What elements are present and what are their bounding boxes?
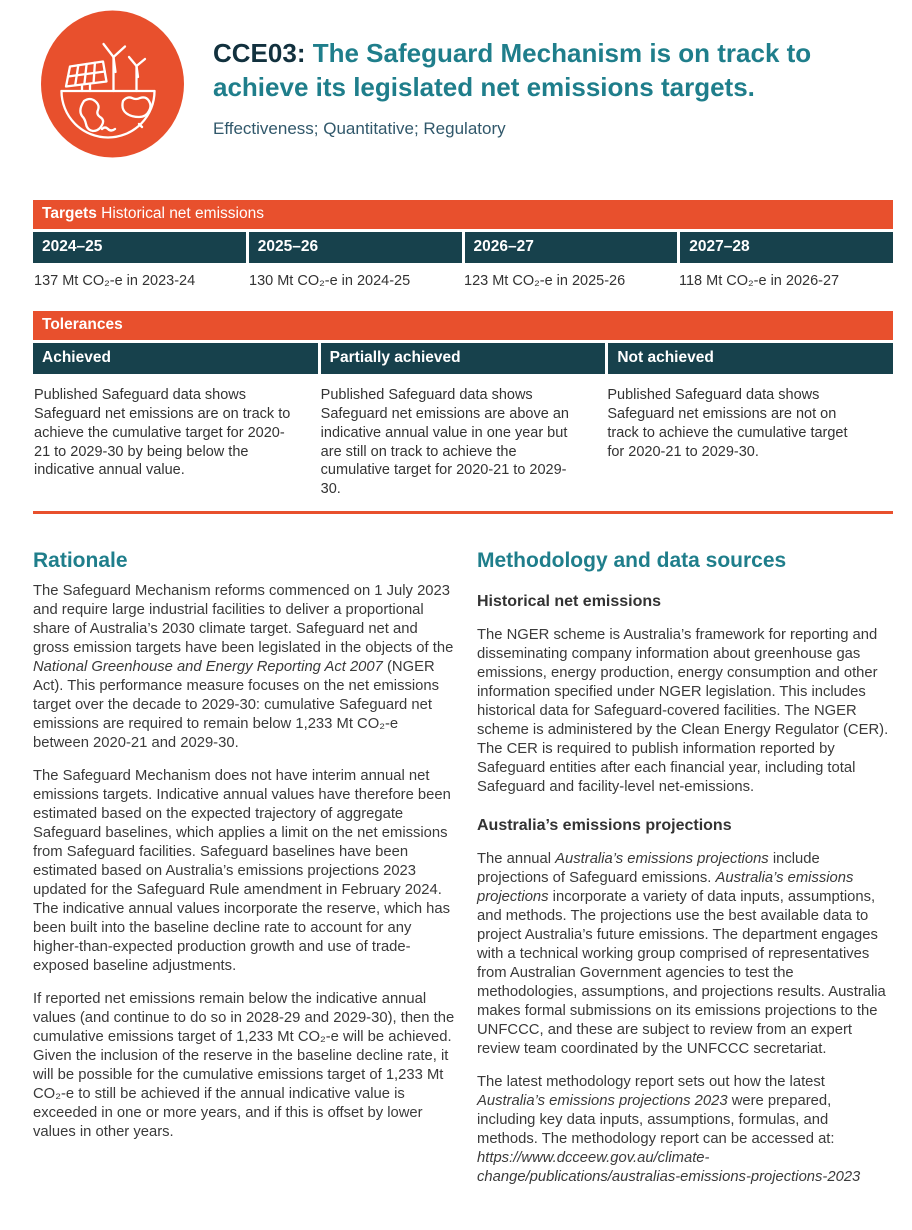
tolerance-description: Published Safeguard data shows Safeguard net emissions are not on track to achieve the cumulative target for 2020-21 to 2029-30. — [607, 387, 848, 460]
measure-title: The Safeguard Mechanism is on track to achieve its legislated net emissions targets. — [213, 38, 812, 103]
tolerances-body-row — [33, 374, 893, 499]
italic-text-run: Australia’s emissions projections 2023 — [477, 1093, 728, 1109]
text-run: The annual — [477, 851, 556, 867]
targets-header-subtitle: Historical net emissions — [96, 205, 264, 222]
text-run: The NGER scheme is Australia’s framework for reporting and disseminating company information about greenhouse gas emissions, energy production, energy consumption and other information specified under NGER legislation. This includes historical data for Safeguard-covered facilities. The NGER scheme is administered by the Clean Energy Regulator (CER). The CER is required to publish information reported by Safeguard entities after each financial year, including total Safeguard and facility-level net-emissions. — [477, 627, 889, 795]
methodology-paragraph — [477, 1073, 891, 1187]
earth-renewables-icon — [40, 9, 185, 159]
targets-year-header: 2027–28 — [680, 232, 893, 263]
measure-tags: Effectiveness; Quantitative; Regulatory — [213, 118, 506, 138]
methodology-paragraph — [477, 850, 891, 1059]
historical-net-emissions-subheading: Historical net emissions — [477, 593, 662, 610]
targets-year-row — [33, 232, 893, 263]
tolerance-level-header: Not achieved — [608, 343, 893, 374]
targets-value: 130 Mt CO₂-e in 2024-25 — [249, 273, 411, 289]
tolerances-header-bar — [33, 311, 893, 340]
rationale-paragraph — [33, 582, 455, 753]
methodology-section — [477, 549, 891, 1201]
text-run: The Safeguard Mechanism reforms commenced on 1 July 2023 and require large industrial facilities to deliver a proportional share of Australia’s 2030 climate target. Safeguard net and gross emission targets have been legislated in the objects of the — [33, 583, 454, 656]
tolerance-level-header: Partially achieved — [321, 343, 606, 374]
italic-text-run: Australia’s emissions projections — [477, 870, 854, 905]
text-run: incorporate a variety of data inputs, assumptions, and methods. The projections use the best available data to project Australia’s future emissions. The department engages with a technical working group comprised of representatives from Australian Government agencies to test the methodologies, assumptions, and projections results. Australia makes formal submissions on its emissions projections to the UNFCCC, and these are subject to review from an expert review team coordinated by the UNFCCC secretariat. — [477, 889, 886, 1057]
rationale-paragraph — [33, 990, 455, 1142]
rationale-paragraph — [33, 767, 455, 976]
text-run: The latest methodology report sets out how the latest — [477, 1074, 825, 1090]
targets-value: 123 Mt CO₂-e in 2025-26 — [464, 273, 626, 289]
measure-code: CCE03: — [213, 38, 306, 68]
italic-text-run: Australia’s emissions projections — [555, 851, 769, 867]
targets-value-row — [33, 263, 893, 300]
document-header — [213, 36, 885, 139]
targets-year-header: 2025–26 — [249, 232, 462, 263]
emissions-projections-subheading: Australia’s emissions projections — [477, 817, 732, 834]
targets-year-header: 2024–25 — [33, 232, 246, 263]
italic-text-run: National Greenhouse and Energy Reporting Act 2007 — [33, 659, 383, 675]
tolerances-table — [33, 311, 893, 514]
targets-value: 118 Mt CO₂-e in 2026-27 — [679, 273, 840, 289]
methodology-heading: Methodology and data sources — [477, 549, 787, 572]
text-run: were prepared, including key data inputs, assumptions, formulas, and methods. The methodology report can be accessed at: — [477, 1093, 835, 1147]
tolerances-header-label: Tolerances — [42, 316, 123, 333]
text-run: If reported net emissions remain below the indicative annual values (and continue to do so in 2028-29 and 2029-30), then the cumulative emissions target of 1,233 Mt CO₂-e will be achieved. Given the inclusion of the reserve in the baseline decline rate, it will be possible for the cumulative emissions target of 1,233 Mt CO₂-e to still be achieved if the annual indicative value is exceeded in one or more years, and if this is offset by lower values in other years. — [33, 991, 455, 1140]
text-run: The Safeguard Mechanism does not have interim annual net emissions targets. Indicative annual values have therefore been estimated based on the expected trajectory of aggregate Safeguard baselines, which applies a limit on the net emissions from Safeguard facilities. Safeguard baselines have been estimated based on Australia’s emissions projections 2023 updated for the Safeguard Rule amendment in February 2024. The indicative annual values incorporate the reserve, which has been built into the baseline decline rate to account for any higher-than-expected production growth and use of trade-exposed baseline adjustments. — [33, 768, 451, 974]
tolerance-description: Published Safeguard data shows Safeguard net emissions are on track to achieve the cumulative target for 2020-21 to 2029-30 by being below the indicative annual value. — [34, 387, 291, 479]
rationale-heading: Rationale — [33, 549, 128, 572]
targets-header-bar — [33, 200, 893, 229]
targets-year-header: 2026–27 — [465, 232, 678, 263]
page-title — [213, 36, 885, 105]
tolerance-level-header: Achieved — [33, 343, 318, 374]
tolerance-description: Published Safeguard data shows Safeguard net emissions are above an indicative annual value in one year but are still on track to achieve the cumulative target for 2020-21 to 2029-30. — [320, 387, 569, 498]
methodology-paragraph — [477, 626, 891, 797]
targets-header-label: Targets — [42, 205, 97, 222]
text-run: (NGER Act). This performance measure focuses on the net emissions target over the decade to 2029-30: cumulative Safeguard net emissions are required to remain below 1,233 Mt CO₂-e between 2020-21 and 2029-30. — [33, 659, 440, 751]
text-run: include projections of Safeguard emissions. — [477, 851, 820, 886]
methodology-report-url[interactable]: https://www.dcceew.gov.au/climate-change/publications/australias-emissions-projections-2023 — [477, 1150, 861, 1185]
rationale-section — [33, 549, 455, 1156]
targets-table — [33, 200, 893, 300]
tolerances-label-row — [33, 343, 893, 374]
section-divider-rule — [33, 511, 893, 514]
targets-value: 137 Mt CO₂-e in 2023-24 — [34, 273, 196, 289]
